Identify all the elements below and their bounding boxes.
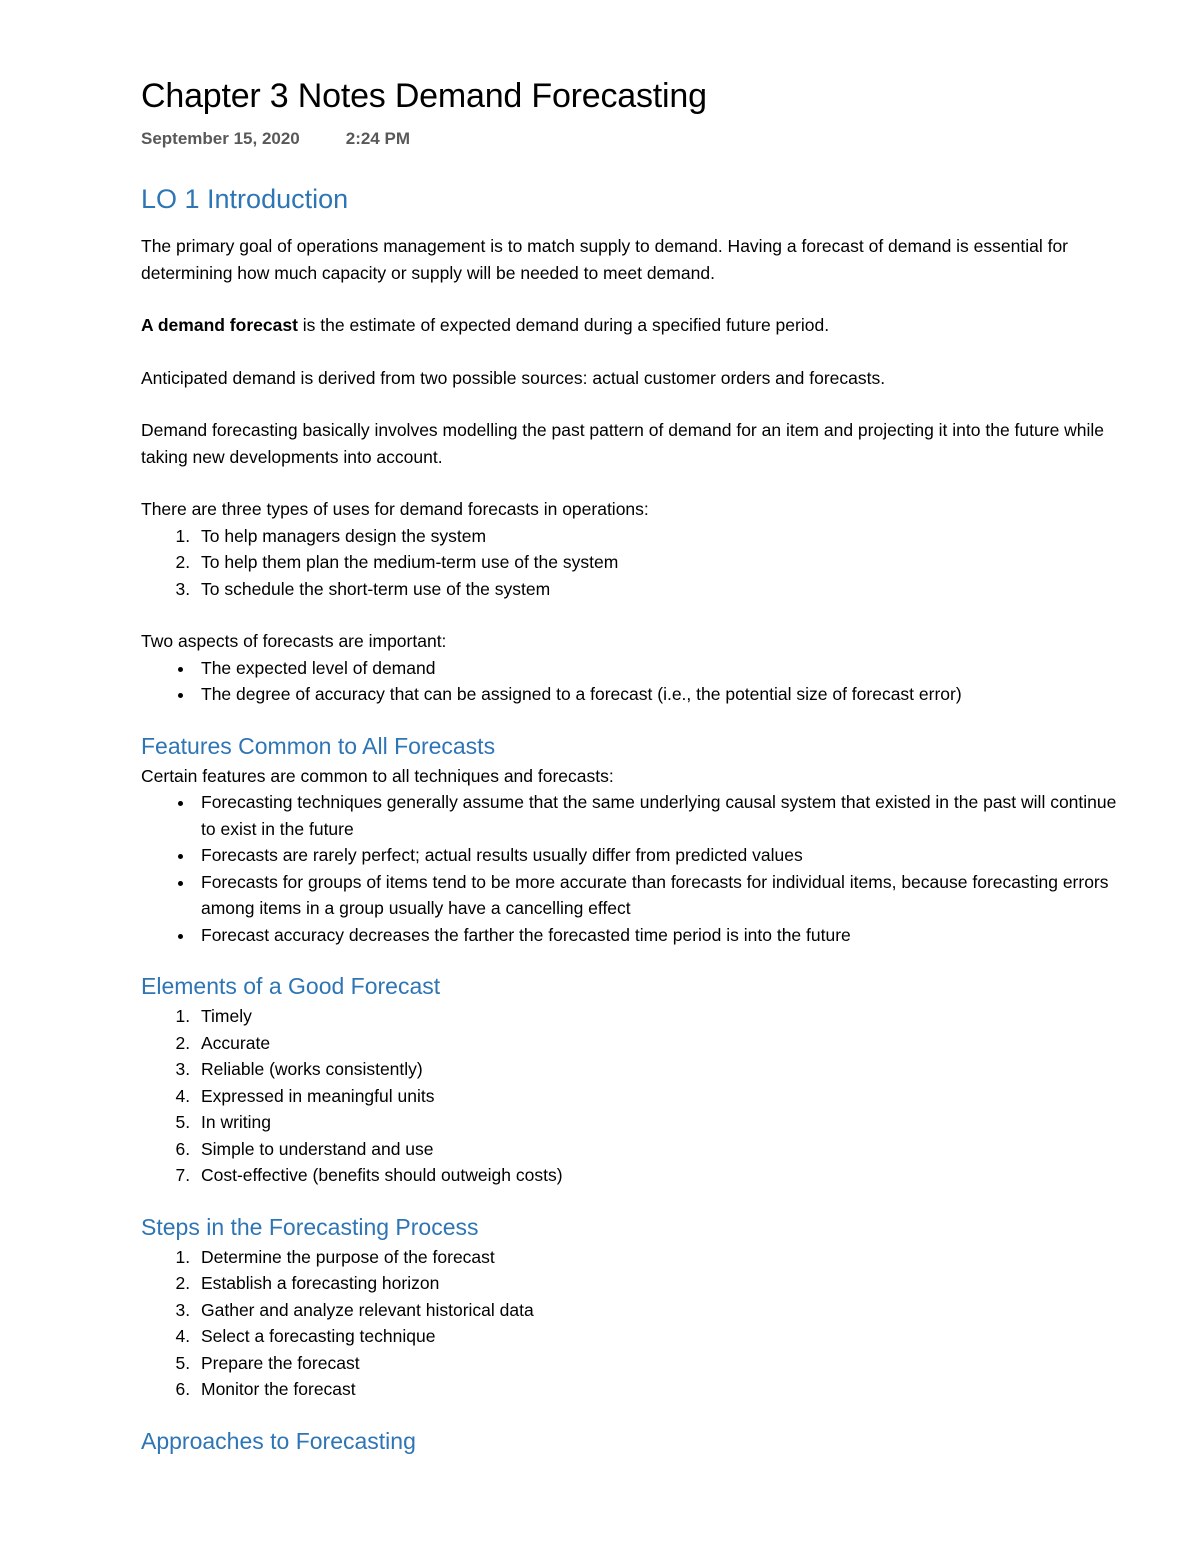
document-page — [141, 70, 1121, 1458]
features-intro: Certain features are common to all techniques and forecasts: — [141, 765, 614, 786]
list-item: • Forecasting techniques generally assume that the same underlying causal system that existed in the past will continue to exist in the future — [195, 789, 1121, 842]
list-item: • The degree of accuracy that can be assigned to a forecast (i.e., the potential size of forecast error) — [195, 681, 1121, 708]
list-item: 3. Reliable (works consistently) — [195, 1056, 1121, 1083]
list-item: 4. Expressed in meaningful units — [195, 1083, 1121, 1110]
list-item: 1. To help managers design the system — [195, 523, 1121, 550]
elements-list — [141, 1003, 1121, 1189]
page-title: Chapter 3 Notes Demand Forecasting — [141, 77, 707, 115]
aspects-intro: Two aspects of forecasts are important: — [141, 631, 447, 651]
intro-paragraph-3: Anticipated demand is derived from two possible sources: actual customer orders and forecasts. — [141, 367, 886, 388]
list-item: 2. Establish a forecasting horizon — [195, 1270, 1121, 1297]
page-time: 2:24 PM — [345, 129, 410, 148]
list-item: • The expected level of demand — [195, 655, 1121, 682]
list-item: 6. Simple to understand and use — [195, 1136, 1121, 1163]
list-item: • Forecasts are rarely perfect; actual results usually differ from predicted values — [195, 842, 1121, 869]
steps-heading: Steps in the Forecasting Process — [141, 1213, 479, 1240]
intro-paragraph-4: Demand forecasting basically involves modelling the past pattern of demand for an item and projecting it into the future while taking new developments into account. — [141, 420, 1105, 467]
approaches-heading: Approaches to Forecasting — [141, 1427, 416, 1454]
features-heading: Features Common to All Forecasts — [141, 732, 496, 759]
elements-heading: Elements of a Good Forecast — [141, 973, 441, 999]
list-item: 7. Cost-effective (benefits should outweigh costs) — [195, 1162, 1121, 1189]
list-item: 1. Determine the purpose of the forecast — [195, 1244, 1121, 1271]
intro-heading: LO 1 Introduction — [141, 184, 349, 214]
list-item: 5. In writing — [195, 1109, 1121, 1136]
aspects-list — [141, 655, 1121, 708]
uses-list — [141, 523, 1121, 603]
list-item: 4. Select a forecasting technique — [195, 1323, 1121, 1350]
demand-forecast-term: A demand forecast — [141, 315, 298, 335]
list-item: 6. Monitor the forecast — [195, 1376, 1121, 1403]
steps-list — [141, 1244, 1121, 1403]
list-item: 1. Timely — [195, 1003, 1121, 1030]
list-item: 5. Prepare the forecast — [195, 1350, 1121, 1377]
list-item: 2. Accurate — [195, 1030, 1121, 1057]
page-date: September 15, 2020 — [141, 129, 300, 148]
page-meta — [141, 126, 1121, 152]
list-item: 3. To schedule the short-term use of the system — [195, 576, 1121, 603]
list-item: • Forecast accuracy decreases the farther the forecasted time period is into the future — [195, 922, 1121, 949]
list-item: 2. To help them plan the medium-term use of the system — [195, 549, 1121, 576]
uses-intro: There are three types of uses for demand forecasts in operations: — [141, 499, 649, 519]
features-list — [141, 789, 1121, 948]
list-item: 3. Gather and analyze relevant historical data — [195, 1297, 1121, 1324]
demand-forecast-definition: is the estimate of expected demand during a specified future period. — [297, 315, 830, 335]
intro-paragraph-2 — [141, 312, 1121, 339]
list-item: • Forecasts for groups of items tend to be more accurate than forecasts for individual items, because forecasting errors among items in a group usually have a cancelling effect — [195, 869, 1121, 922]
intro-paragraph-1: The primary goal of operations management is to match supply to demand. Having a forecast of demand is essential for determining how much capacity or supply will be needed to meet demand. — [141, 236, 1069, 283]
